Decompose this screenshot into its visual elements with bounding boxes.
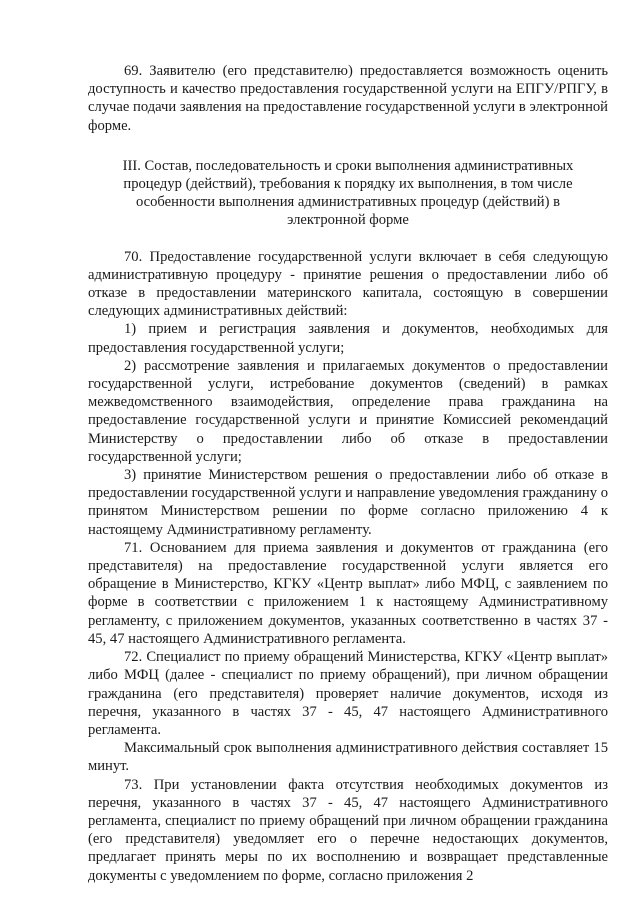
- paragraph-70-item-2: 2) рассмотрение заявления и прилагаемых документов о предоставлении государственной услуги, истребование документов (сведений) в рамках межведомственного взаимодействия, определение права гражданина на предоставление государственной услуги и принятие Комиссией рекомендаций Министерству о предоставлении либо об отказе в предоставлении государственной услуги;: [88, 357, 608, 465]
- paragraph-72-max-time: Максимальный срок выполнения административного действия составляет 15 минут.: [88, 740, 608, 775]
- paragraph-69: 69. Заявителю (его представителю) предоставляется возможность оценить доступность и качество предоставления государственной услуги на ЕПГУ/РПГУ, в случае подачи заявления на предоставление государственной услуги в электронной форме.: [88, 63, 608, 134]
- paragraph-70-item-1: 1) прием и регистрация заявления и документов, необходимых для предоставления государственной услуги;: [88, 321, 608, 356]
- paragraph-71: 71. Основанием для приема заявления и документов от гражданина (его представителя) на предоставление государственной услуги является его обращение в Министерство, КГКУ «Центр выплат» либо МФЦ, с заявлением по форме в соответствии с приложением 1 к настоящему Административному регламенту, с приложением документов, указанных соответственно в частях 37 - 45, 47 настоящего Административного регламента.: [88, 539, 608, 647]
- section-title: III. Состав, последовательность и сроки выполнения административных процедур (действий), требования к порядку их выполнения, в том числе особенности выполнения административных процедур (действий) в электронной форме: [122, 157, 574, 229]
- paragraph-72: 72. Специалист по приему обращений Министерства, КГКУ «Центр выплат» либо МФЦ (далее - специалист по приему обращений), при личном обращении гражданина (его представителя) проверяет наличие документов, исходя из перечня, указанного в частях 37 - 45, 47 настоящего Административного регламента.: [88, 649, 608, 738]
- paragraph-73: 73. При установлении факта отсутствия необходимых документов из перечня, указанного в частях 37 - 45, 47 настоящего Административного регламента, специалист по приему обращений при личном обращении гражданина (его представителя) уведомляет его о перечне недостающих документов, предлагает принять меры по их восполнению и возвращает представленные документы с уведомлением по форме, согласно приложения 2: [88, 776, 608, 884]
- paragraph-70-item-3: 3) принятие Министерством решения о предоставлении либо об отказе в предоставлении государственной услуги и направление уведомления гражданину о принятом Министерством решении по форме согласно приложению 4 к настоящему Административному регламенту.: [88, 467, 608, 538]
- paragraph-70: 70. Предоставление государственной услуги включает в себя следующую административную процедуру - принятие решения о предоставлении либо об отказе в предоставлении материнского капитала, состоящую в совершении следующих административных действий:: [88, 248, 608, 320]
